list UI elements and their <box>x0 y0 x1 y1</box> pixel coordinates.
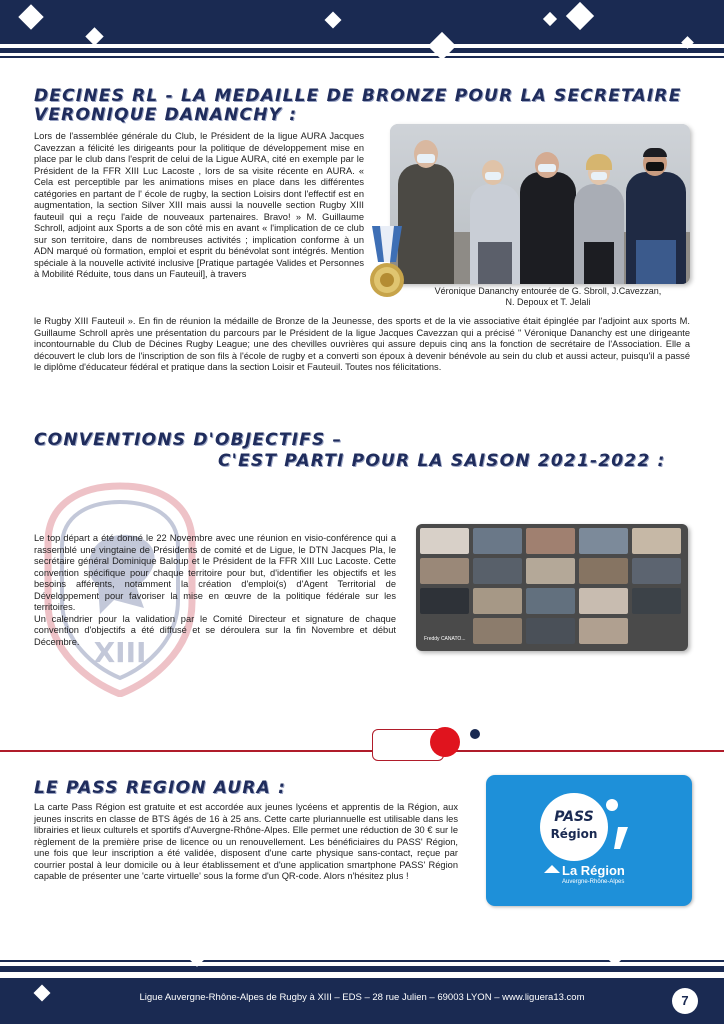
person-3-mask <box>538 164 556 172</box>
watermark-text: XIII <box>93 636 147 669</box>
person-3 <box>520 172 576 284</box>
decor-diamond <box>187 947 207 967</box>
section2-title-line1: CONVENTIONS D'OBJECTIFS – <box>34 430 343 450</box>
caption-line1: Véronique Dananchy entourée de G. Sbroll, J.Cavezzan, <box>434 286 662 296</box>
person-5-mask <box>646 162 664 171</box>
header-stripe-thin <box>0 56 724 58</box>
video-tile <box>420 588 469 614</box>
person-4-legs <box>584 242 614 284</box>
group-photo <box>390 124 690 284</box>
section2-title-line2: C'EST PARTI POUR LA SAISON 2021-2022 : <box>218 451 666 471</box>
section1-title-line2: VERONIQUE DANANCHY : <box>34 105 298 125</box>
video-tile <box>579 558 628 584</box>
person-5-legs <box>636 240 676 284</box>
decor-diamond <box>608 952 622 966</box>
video-tile <box>473 588 522 614</box>
video-tile <box>526 588 575 614</box>
video-participant-label: Freddy CANATO... <box>424 636 466 642</box>
person-2-mask <box>485 172 501 180</box>
video-tile <box>526 528 575 554</box>
section3-body: La carte Pass Région est gratuite et est accordée aux jeunes lycéens et apprentis de la Région, aux jeunes inscrits en classe de BTS âgés de 16 à 25 ans. Cette carte pluriannuelle est utilisable dans les librairies et lieux culturels et sportifs d'Auvergne-Rhône-Alpes. Elle permet une réduction de 30 € sur le règlement de la première prise de licence ou un renouvellement. Les bénéficiaires du PASS' Région, une fois que leur inscription a été validée, disposent d'une carte physique sans-contact, reçue par courrier postal à leur domicile ou à leur établissement et d'une application smartphone PASS' Région capable de présenter une 'carte virtuelle' sous la forme d'un QR-code. Alors n'hésitez plus ! <box>34 802 458 881</box>
section3-title: LE PASS REGION AURA : <box>34 778 287 798</box>
person-5-cap <box>643 148 667 157</box>
video-tile <box>579 618 628 644</box>
video-tile <box>632 588 681 614</box>
video-tile <box>632 558 681 584</box>
video-conference-screenshot <box>416 524 688 651</box>
video-tile <box>579 588 628 614</box>
header-band <box>0 0 724 74</box>
video-tile <box>473 618 522 644</box>
page-number: 7 <box>672 988 698 1014</box>
separator-dot-navy <box>470 729 480 739</box>
pass-region-card <box>486 775 692 906</box>
header-stripe <box>0 48 724 53</box>
video-tile <box>579 528 628 554</box>
section2-paragraph1: Le top départ a été donné le 22 Novembre avec une réunion en visio-conférence qui a rassemblé une vingtaine de Présidents de comité et de Ligue, le DTN Jacques Pla, le secrétaire général Dominique Baloup et le Président de la FFR XIII Luc Lacoste. Cette convention spécifique pour chaque territoire pour but, d'identifier les objectifs et les besoins afférents, notamment la création d'emploi(s) d'Agent Territorial de Développement pour favoriser la mise en œuvre de la politique fédérale sur les territoires. <box>34 533 396 612</box>
section1-body-part2: le Rugby XIII Fauteuil ». En fin de réunion la médaille de Bronze de la Jeunesse, des sports et de la vie associative était épinglée par l'adjoint aux sports M. Guillaume Schroll après une présentation du parcours par le Président de la ligue Jacques Cavezzan qui a précisé " Véronique Dananchy est une dirigeante incontournable du Club de Décines Rugby League; une des chevilles ouvrières qui assure depuis cinq ans la fonction de secrétaire de l'Association. Elle a découvert le club lors de l'inscription de son fils à l'école de rugby et a converti son époux à devenir bénévole au sein du club et aussi acteur, puisqu'il a passé le diplôme d'éducateur fédéral et pratique dans la section Loisir et Fauteuil. Toutes nos félicitations. <box>34 316 690 372</box>
card-region-text: Région <box>550 827 598 841</box>
section1-body-part1: Lors de l'assemblée générale du Club, le Président de la ligue AURA Jacques Cavezzan a félicité les dirigeants pour la politique de développement mise en place par le club dans l'esprit de celui de la Ligue AURA, cité en exemple par le Président de la FFR XIII Luc Lacoste , lors de sa visite récente en AURA. « Cela est perceptible par les animations mises en place dans les différentes catégories en partant de l' école de rugby, la section Loisirs dont l'effectif est en augmentation, la section Silver XIII mais aussi la nouvelle section Rugby XIII fauteuil qui a reçu l'aide de nouveaux partenaires. Bravo! » M. Guillaume Schroll, adjoint aux Sports a de son côté mis en avant « l'implication de ce club sur son territoire, dans de nombreuses activités ; implication conforme à un ADN marqué où formation, emploi et esprit du bénévolat sont intégrés. Mention spéciale à la nouvelle activité inclusive [Pratique partagée Valides et Personnes à Mobilité Réduite, tous dans un Fauteuil], à travers <box>34 131 364 279</box>
section2-body <box>34 533 396 648</box>
person-2-legs <box>478 242 512 284</box>
photo-caption <box>398 286 698 307</box>
video-tile <box>526 618 575 644</box>
footer-stripe <box>0 966 724 972</box>
card-brand-sub: Auvergne-Rhône-Alpes <box>562 879 625 885</box>
video-tile <box>473 528 522 554</box>
header-navy-bar <box>0 0 724 44</box>
section-separator-line <box>0 750 724 752</box>
video-tile <box>632 528 681 554</box>
card-brand: La Région <box>562 863 625 878</box>
person-1-mask <box>417 154 435 163</box>
caption-line2: N. Depoux et T. Jelali <box>505 296 591 307</box>
person-4-hair <box>586 154 612 170</box>
video-tile <box>526 558 575 584</box>
footer-address: Ligue Auvergne-Rhône-Alpes de Rugby à XIII – EDS – 28 rue Julien – 69003 LYON – www.liguera13.com <box>139 992 585 1003</box>
video-tile <box>420 558 469 584</box>
card-pass-text: PASS <box>554 809 594 825</box>
decor-diamond <box>378 946 392 960</box>
section2-paragraph2: Un calendrier pour la validation par le Comité Directeur et signature de chaque convention d'objectifs a été diffusé et se déroulera sur la fin Novembre et début Décembre. <box>34 613 396 647</box>
person-4-mask <box>591 172 607 180</box>
section1-title-line1: DECINES RL - LA MEDAILLE DE BRONZE POUR LA SECRETAIRE <box>34 86 682 106</box>
separator-dot-red <box>430 727 460 757</box>
video-tile <box>420 528 469 554</box>
video-tile <box>473 558 522 584</box>
